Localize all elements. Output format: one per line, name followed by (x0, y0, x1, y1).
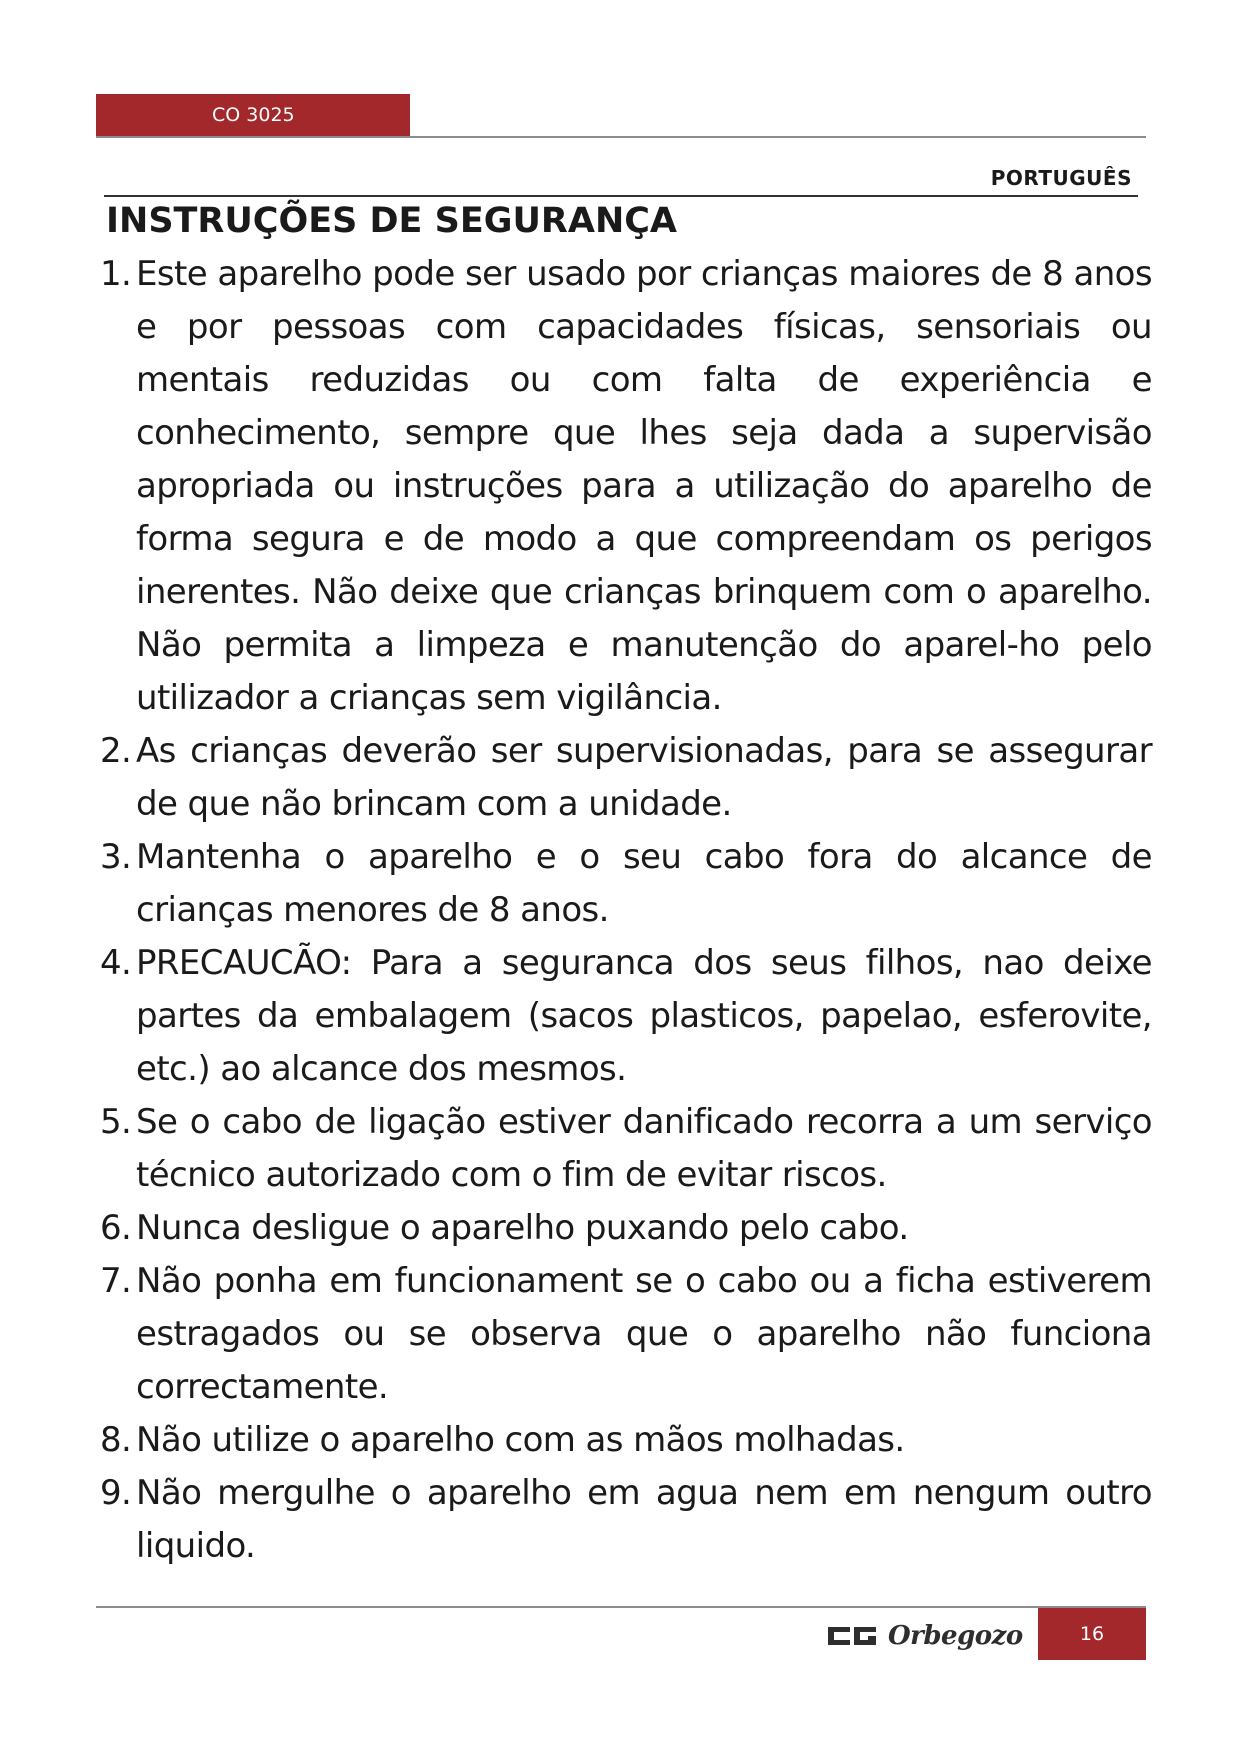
item-text: Nunca desligue o aparelho puxando pelo cabo. (136, 1208, 909, 1248)
item-text: Não mergulhe o aparelho em agua nem em nengum outro liquido. (136, 1473, 1152, 1566)
instruction-item (100, 1414, 1152, 1467)
item-number: 9. (100, 1473, 132, 1513)
instruction-item (100, 831, 1152, 937)
instruction-item (100, 1096, 1152, 1202)
item-text: Não utilize o aparelho com as mãos molhadas. (136, 1420, 905, 1460)
item-text: Mantenha o aparelho e o seu cabo fora do alcance de crianças menores de 8 anos. (136, 837, 1152, 930)
instruction-item (100, 937, 1152, 1096)
footer-divider (96, 1606, 1146, 1608)
language-label: PORTUGUÊS (990, 166, 1132, 190)
brand-name: Orbegozo (888, 1621, 1023, 1651)
item-number: 2. (100, 731, 132, 771)
model-label: CO 3025 (96, 94, 410, 136)
item-number: 4. (100, 943, 132, 983)
item-text: PRECAUCÃO: Para a seguranca dos seus filhos, nao deixe partes da embalagem (sacos plasticos, papelao, esferovite, etc.) ao alcance dos mesmos. (136, 943, 1152, 1089)
item-number: 6. (100, 1208, 132, 1248)
instruction-item (100, 1202, 1152, 1255)
section-title: INSTRUÇÕES DE SEGURANÇA (106, 201, 678, 241)
item-number: 7. (100, 1261, 132, 1301)
item-number: 3. (100, 837, 132, 877)
safety-instructions-list (100, 248, 1152, 1573)
item-number: 1. (100, 254, 132, 294)
instruction-item (100, 248, 1152, 725)
item-number: 8. (100, 1420, 132, 1460)
item-text: Não ponha em funcionament se o cabo ou a ficha estiverem estragados ou se observa que o aparelho não funciona correctamente. (136, 1261, 1152, 1407)
item-text: Se o cabo de ligação estiver danificado recorra a um serviço técnico autorizado com o fim de evitar riscos. (136, 1102, 1152, 1195)
instruction-item (100, 725, 1152, 831)
header-divider (96, 136, 1146, 138)
language-divider (104, 195, 1138, 197)
page-number: 16 (1038, 1608, 1146, 1660)
instruction-item (100, 1255, 1152, 1414)
brand-logo (828, 1612, 1028, 1660)
item-number: 5. (100, 1102, 132, 1142)
instruction-item (100, 1467, 1152, 1573)
item-text: As crianças deverão ser supervisionadas, para se assegurar de que não brincam com a unidade. (136, 731, 1152, 824)
item-text: Este aparelho pode ser usado por crianças maiores de 8 anos e por pessoas com capacidades físicas, sensoriais ou mentais reduzidas ou com falta de experiência e conhecimento, sempre que lhes seja dada a supervisão apropriada ou instruções para a utilização do aparelho de forma segura e de modo a que compreendam os perigos inerentes. Não deixe que crianças brinquem com o aparelho. Não permita a limpeza e manutenção do aparel-ho pelo utilizador a crianças sem vigilância. (136, 254, 1152, 718)
orbegozo-logo-icon (828, 1623, 878, 1649)
